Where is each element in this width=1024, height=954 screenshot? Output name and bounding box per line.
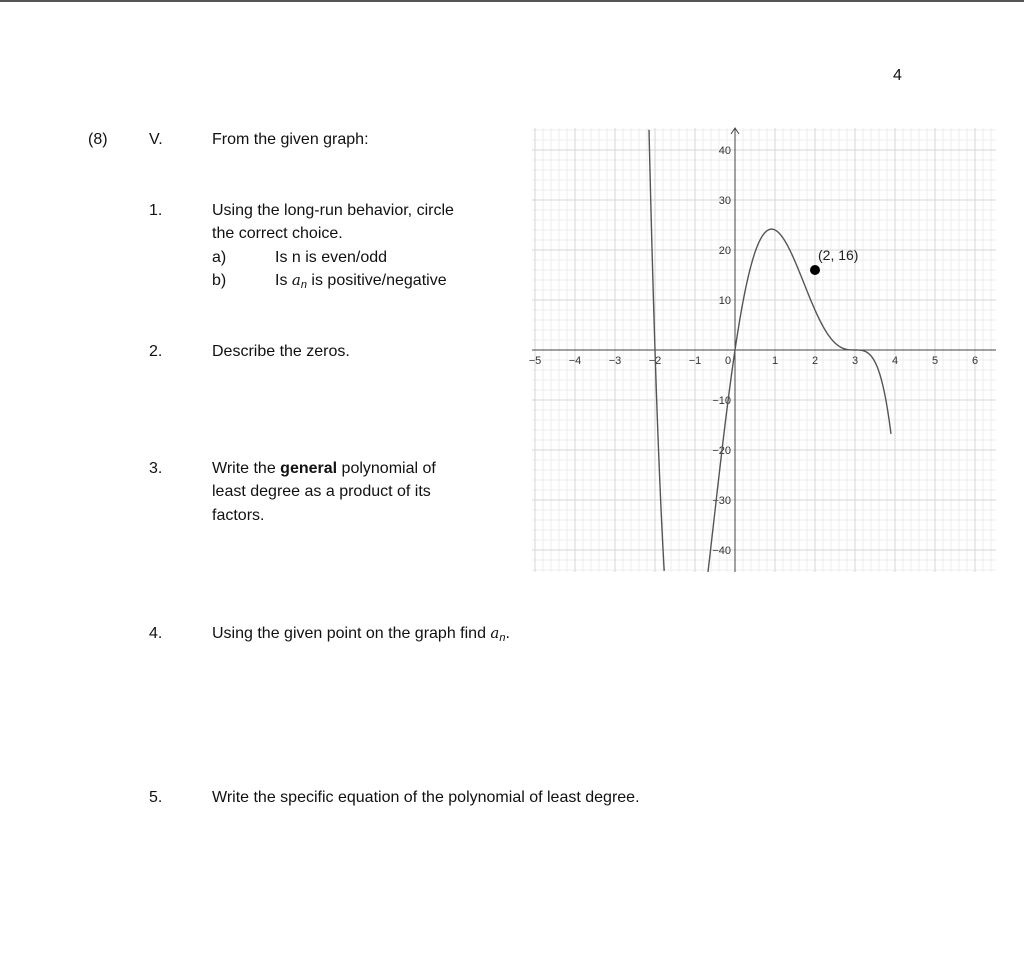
x-tick-label: 3 <box>851 355 859 367</box>
point-label: (2, 16) <box>818 247 859 263</box>
y-tick-label: 40 <box>718 145 731 157</box>
x-tick-label: 4 <box>891 355 899 367</box>
y-tick-label: 20 <box>718 245 731 257</box>
x-tick-label: 5 <box>931 355 939 367</box>
x-tick-label: 6 <box>971 355 979 367</box>
x-tick-label: −1 <box>688 355 702 367</box>
q2-number: 2. <box>149 343 163 360</box>
x-tick-label: 2 <box>811 355 819 367</box>
y-tick-label: 10 <box>718 295 731 307</box>
q2-text: Describe the zeros. <box>212 343 350 360</box>
q5-text: Write the specific equation of the polynomial of least degree. <box>212 789 640 806</box>
q3-number: 3. <box>149 460 163 477</box>
y-tick-label: −10 <box>712 395 731 407</box>
q1-number: 1. <box>149 202 163 219</box>
point-marker <box>810 265 820 275</box>
q3-post: polynomial of <box>337 460 436 477</box>
q4-var: a <box>490 624 500 642</box>
q4-text <box>212 622 510 647</box>
intro-text: From the given graph: <box>212 131 369 148</box>
page-number: 4 <box>893 67 902 84</box>
q1b-pre: Is <box>275 272 292 289</box>
q3-line2: least degree as a product of its <box>212 483 431 500</box>
q1a-text: Is n is even/odd <box>275 249 388 266</box>
q1b-text <box>275 269 447 294</box>
q3-bold: general <box>280 460 338 477</box>
q5-number: 5. <box>149 789 163 806</box>
axes <box>532 128 996 572</box>
q1-line2: the correct choice. <box>212 225 343 242</box>
q1b-sub: n <box>300 279 307 291</box>
x-tick-label: 1 <box>771 355 779 367</box>
q1-line1: Using the long-run behavior, circle <box>212 202 454 219</box>
q4-sub: n <box>499 632 506 644</box>
y-tick-label: −30 <box>712 495 731 507</box>
x-tick-label: −3 <box>608 355 622 367</box>
q4-number: 4. <box>149 625 163 642</box>
q1a-label: a) <box>212 249 227 266</box>
section-label: V. <box>149 131 163 148</box>
top-rule <box>0 0 1024 2</box>
q1b-var: a <box>291 271 301 289</box>
y-tick-label: −40 <box>712 545 731 557</box>
x-tick-label: −5 <box>528 355 542 367</box>
q4-post: . <box>505 625 510 642</box>
y-tick-label: 30 <box>718 195 731 207</box>
x-tick-label: −4 <box>568 355 582 367</box>
polynomial-graph <box>522 124 998 576</box>
q1b-label: b) <box>212 272 227 289</box>
q1b-post: is positive/negative <box>306 272 447 289</box>
y-tick-label: −20 <box>712 445 731 457</box>
q4-pre: Using the given point on the graph find <box>212 625 491 642</box>
x-tick-label: 0 <box>724 355 732 367</box>
q3-line3: factors. <box>212 507 265 524</box>
points-label: (8) <box>88 131 108 148</box>
x-tick-label: −2 <box>648 355 662 367</box>
q3-line1 <box>212 457 436 480</box>
point-group <box>810 247 858 275</box>
q3-pre: Write the <box>212 460 281 477</box>
